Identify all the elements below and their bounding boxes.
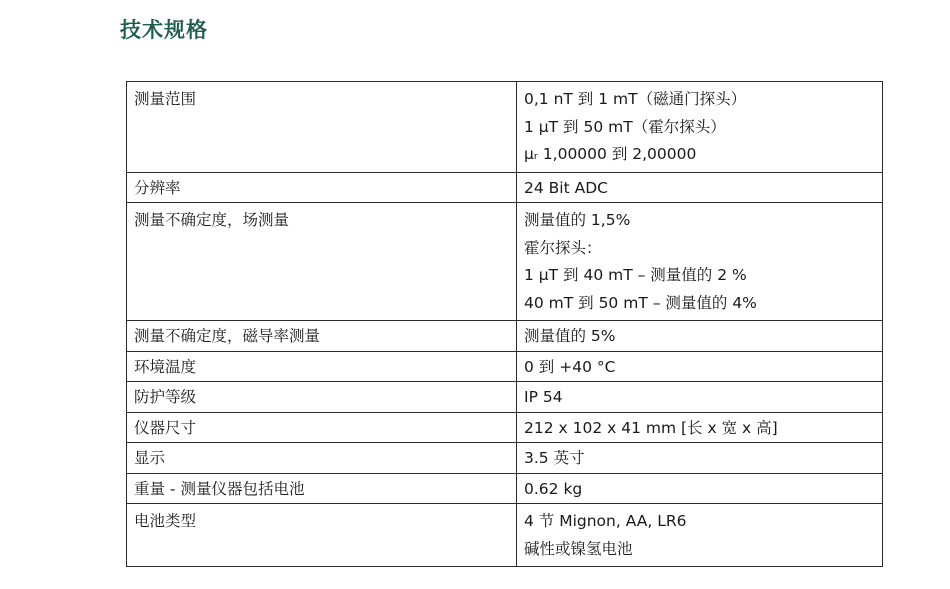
- spec-value-line: 4 节 Mignon, AA, LR6: [524, 512, 687, 530]
- spec-label: 测量不确定度，场测量: [127, 203, 517, 321]
- spec-value: [517, 443, 883, 474]
- spec-value: [517, 321, 883, 352]
- spec-label: 环境温度: [127, 351, 517, 382]
- spec-value: [517, 382, 883, 413]
- spec-value-line: 测量值的 1,5%: [524, 211, 631, 229]
- spec-value-line: 40 mT 到 50 mT – 测量值的 4%: [524, 293, 757, 312]
- spec-value: [517, 203, 883, 321]
- spec-label: 测量范围: [127, 82, 517, 173]
- spec-value: [517, 82, 883, 173]
- spec-label: 重量 - 测量仪器包括电池: [127, 473, 517, 504]
- table-row: [127, 203, 883, 321]
- spec-value-line: 0 到 +40 °C: [524, 357, 616, 376]
- spec-value-line: 24 Bit ADC: [524, 178, 608, 197]
- spec-value-line: µᵣ 1,00000 到 2,00000: [524, 145, 697, 163]
- table-row: [127, 321, 883, 352]
- spec-value-line: 1 µT 到 40 mT – 测量值的 2 %: [524, 266, 747, 284]
- specifications-table: [126, 81, 883, 567]
- spec-label: 分辨率: [127, 172, 517, 203]
- table-row: [127, 82, 883, 173]
- table-row: [127, 504, 883, 567]
- spec-value: [517, 412, 883, 443]
- spec-value-line: 0.62 kg: [524, 479, 583, 498]
- table-row: [127, 443, 883, 474]
- spec-value-line: 3.5 英寸: [524, 449, 585, 467]
- table-row: [127, 412, 883, 443]
- table-row: [127, 172, 883, 203]
- spec-value-line: 0,1 nT 到 1 mT（磁通门探头）: [524, 90, 747, 108]
- spec-value: [517, 504, 883, 567]
- spec-value-line: 212 x 102 x 41 mm [长 x 宽 x 高]: [524, 418, 778, 437]
- spec-label: 显示: [127, 443, 517, 474]
- spec-label: 防护等级: [127, 382, 517, 413]
- spec-value-line: 1 µT 到 50 mT（霍尔探头）: [524, 117, 726, 136]
- spec-value-line: 霍尔探头：: [524, 238, 602, 257]
- spec-label: 仪器尺寸: [127, 412, 517, 443]
- spec-value-line: 碱性或镍氢电池: [524, 539, 633, 558]
- table-row: [127, 473, 883, 504]
- spec-label: 电池类型: [127, 504, 517, 567]
- table-row: [127, 382, 883, 413]
- spec-value-line: IP 54: [524, 388, 563, 406]
- spec-value: [517, 172, 883, 203]
- spec-value: [517, 473, 883, 504]
- spec-value-line: 测量值的 5%: [524, 327, 616, 345]
- page-title: 技术规格: [120, 18, 208, 42]
- table-row: [127, 351, 883, 382]
- spec-value: [517, 351, 883, 382]
- spec-label: 测量不确定度，磁导率测量: [127, 321, 517, 352]
